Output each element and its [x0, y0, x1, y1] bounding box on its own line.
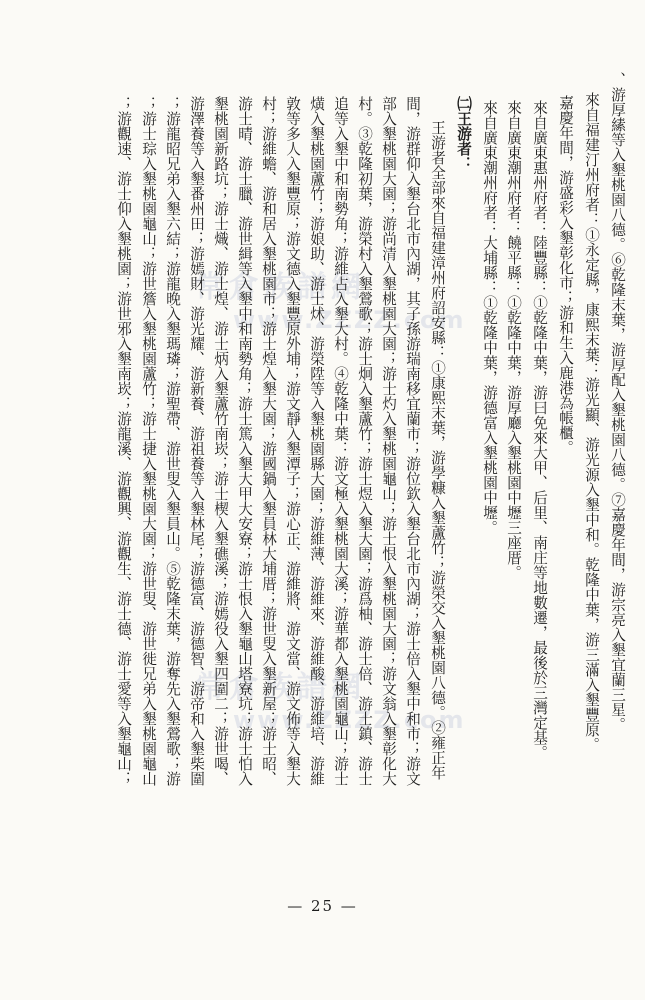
text-column-16: 游士晴、游士臘、游世緝等入墾中和南勢角；游士篤入墾大甲大安寮；游士恨入墾龜山塔寮坑；游士怕入	[236, 96, 253, 786]
watermark-url: www.ZZZZ.com	[233, 306, 466, 334]
text-column-20: ；游士琮入墾桃園龜山；游世簷入墾桃園蘆竹；游士捷入墾桃園大園；游世叟、游世徙兄弟入墾桃園龜山	[140, 96, 157, 786]
text-column-6: 來自廣東潮州府者：大埔縣：①乾隆中葉，游德富入墾桃園中壢。	[481, 100, 498, 535]
text-column-1: 、游厚縤等入墾桃園八德。⑥乾隆末葉，游厚配入墾桃園八德。⑦嘉慶年間，游宗亮入墾宜蘭三星。	[609, 72, 626, 732]
text-column-9: 間，游群仰入墾台北市內湖，其子孫游瑞南移宜蘭市；游位欽入墾台北市內湖；游士倍入墾中和市；游文	[404, 96, 421, 786]
text-column-2: 來自福建汀州府者：①永定縣，康熙末葉：游光顯、游光源入墾中和。乾隆中葉，游三滿入墾豐原。	[583, 92, 600, 752]
text-column-14: 敦等多人入墾豐原；游文德入墾豐原外埔；游文靜入墾潭子；游心正、游維將、游文當、游文佈等入墾大	[284, 96, 301, 786]
text-column-10: 部入墾桃園大園；游尚清入墾桃園大園；游士灼入墾桃園龜山；游士恨入墾桃園大園；游文翁入墾彰化大	[380, 96, 397, 786]
text-column-17: 墾桃園新路坑；游士熾、游士煌、游士炳入墾蘆竹南崁；游士楔入墾礁溪；游嫣役入墾四圍二；游世喝、	[212, 96, 229, 786]
text-column-21: ；游觀速、游士仰入墾桃園；游世邪入墾南崁；游龍溪、游觀興、游觀生、游士德、游士愛等入墾龜山；	[115, 96, 132, 786]
text-column-5: 來自廣東潮州府者：饒平縣：①乾隆中葉，游厚廳入墾桃園中壢三座厝。	[505, 100, 522, 580]
watermark-title: 常倉族譜網	[195, 670, 365, 705]
watermark-url: www.ZZZZ.com	[233, 706, 466, 734]
text-column-11: 村。③乾隆初葉，游榮村入墾鶯歌；游士炯入墾蘆竹；游士煜入墾大園；游爲柚、游士倍、游士鎮、游士	[356, 96, 373, 786]
page-number: — 25 —	[287, 897, 358, 915]
text-column-8: 王游者全部來自福建漳州府詔安縣：①康熙末葉，游學糠入墾蘆竹；游榮交入墾桃園八德。②雍正年	[429, 120, 446, 780]
text-column-15: 村；游維蟾、游和居入墾桃園市；游士煌入墾大園；游國鍋入墾員林大埔厝；游世叟入墾新屋；游士昭、	[260, 96, 277, 786]
text-column-18: 游澤養等入墾番州田；游嫣財、游光耀、游新養、游祖養等入墾林尾；游德富、游德智、游帝和入墾柴圍	[188, 96, 205, 786]
text-column-12: 追等入墾中和南勢角；游維占入墾大村。④乾隆中葉：游文極入墾桃園大溪；游華都入墾桃園龜山；游士	[332, 96, 349, 786]
section-heading: ㈡王游者：	[455, 96, 472, 171]
text-column-4: 來自廣東惠州府者：陸豐縣：①乾隆中葉，游曰免來大甲、后里、南庄等地數遷，最後於三灣定基。	[531, 100, 548, 760]
text-column-3: 嘉慶年間，游盛彩入墾彰化市；游和生入鹿港為帳櫃。	[557, 95, 574, 455]
text-column-19: ；游龍昭兄弟入墾六結；游龍晚入墾瑪璘；游聖帶、游世叟入墾員山。⑤乾隆末葉，游奪先入墾鶯歌；游	[164, 96, 181, 786]
text-column-13: 熿入墾桃園蘆竹；游娘助、游士炢、游榮陞等入墾桃園縣大園；游維薄、游維來、游維酸、游維培、游維	[308, 96, 325, 786]
watermark-title: 常倉族譜網	[195, 270, 365, 305]
